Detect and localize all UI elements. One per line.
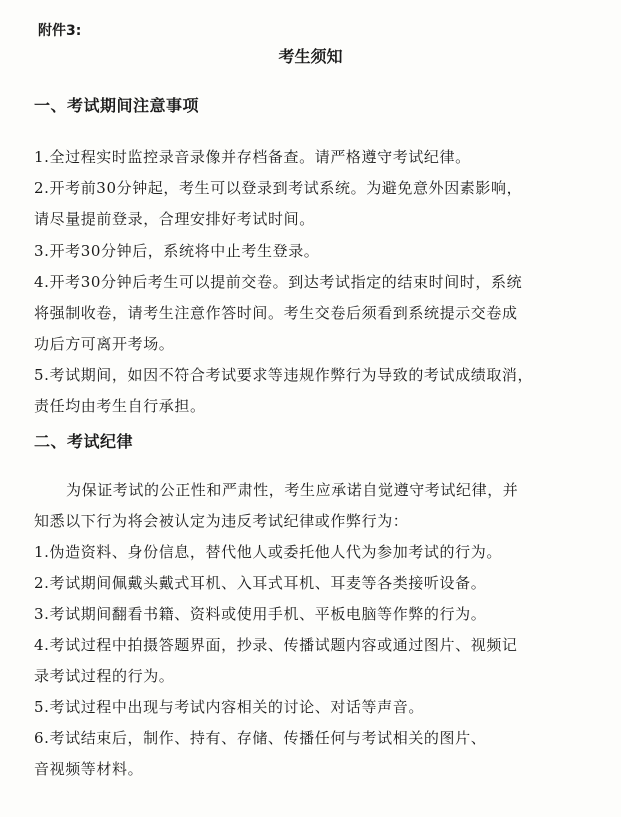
- paragraph-line: 5.考试期间，如因不符合考试要求等违规作弊行为导致的考试成绩取消，: [34, 366, 534, 384]
- paragraph-line: 功后方可离开考场。: [34, 335, 175, 353]
- paragraph-line: 请尽量提前登录，合理安排好考试时间。: [34, 210, 315, 228]
- paragraph-line: 4.开考30分钟后考生可以提前交卷。到达考试指定的结束时间时，系统: [34, 273, 523, 291]
- document-title: 考生须知: [278, 47, 343, 66]
- paragraph-line: 录考试过程的行为。: [34, 667, 175, 685]
- paragraph-line: 知悉以下行为将会被认定为违反考试纪律或作弊行为：: [34, 512, 409, 530]
- paragraph-line: 1.全过程实时监控录音录像并存档备查。请严格遵守考试纪律。: [34, 148, 471, 166]
- paragraph-line: 5.考试过程中出现与考试内容相关的讨论、对话等声音。: [34, 698, 424, 716]
- paragraph-line: 2.开考前30分钟起，考生可以登录到考试系统。为避免意外因素影响，: [34, 179, 523, 197]
- paragraph-line: 2.考试期间佩戴头戴式耳机、入耳式耳机、耳麦等各类接听设备。: [34, 574, 487, 592]
- section-heading-exam-notes: 一、考试期间注意事项: [34, 96, 200, 115]
- paragraph-line: 责任均由考生自行承担。: [34, 397, 206, 415]
- paragraph-line: 4.考试过程中拍摄答题界面，抄录、传播试题内容或通过图片、视频记: [34, 636, 518, 654]
- paragraph-line: 将强制收卷，请考生注意作答时间。考生交卷后须看到系统提示交卷成: [34, 304, 518, 322]
- paragraph-line: 为保证考试的公正性和严肃性，考生应承诺自觉遵守考试纪律，并: [66, 481, 519, 499]
- paragraph-line: 音视频等材料。: [34, 760, 144, 778]
- paragraph-line: 6.考试结束后，制作、持有、存储、传播任何与考试相关的图片、: [34, 729, 487, 747]
- paragraph-line: 3.考试期间翻看书籍、资料或使用手机、平板电脑等作弊的行为。: [34, 605, 487, 623]
- paragraph-line: 3.开考30分钟后，系统将中止考生登录。: [34, 242, 320, 260]
- attachment-label: 附件3:: [38, 23, 82, 39]
- section-heading-exam-discipline: 二、考试纪律: [34, 432, 134, 451]
- paragraph-line: 1.伪造资料、身份信息，替代他人或委托他人代为参加考试的行为。: [34, 543, 502, 561]
